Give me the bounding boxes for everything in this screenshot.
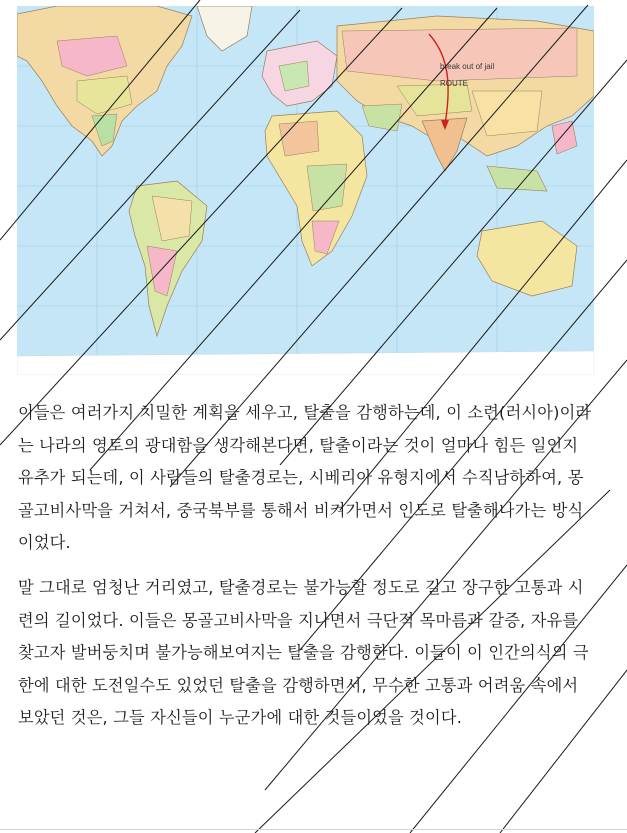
- route-label-line-1: break out of jail: [440, 62, 495, 71]
- bottom-divider: [0, 829, 627, 830]
- world-political-map-image: [17, 6, 594, 375]
- antarctica-shape: [17, 351, 594, 375]
- paragraph-escape-plan: 이들은 여러가지 치밀한 계획을 세우고, 탈출을 감행하는데, 이 소련(러시아)이라는 나라의 영토의 광대함을 생각해본다면, 탈출이라는 것이 얼마나 힘든 일인지 유추가 되는데, 이 사람들의 탈출경로는, 시베리아 유형지에서 수직남하하여, 몽골고비사막을 거쳐서, 중국북부를 통해서 비켜가면서 인도로 탈출해나가는 방식이었다.: [18, 403, 592, 553]
- article-body: [18, 397, 598, 747]
- greenland-shape: [197, 6, 252, 51]
- world-map: [17, 6, 594, 375]
- route-label-line-2: ROUTE: [440, 79, 468, 88]
- australia-shape: [477, 221, 577, 296]
- paragraph-escape-hardship: 말 그대로 엄청난 거리였고, 탈출경로는 불가능할 정도로 길고 장구한 고통과 시련의 길이었다. 이들은 몽골고비사막을 지나면서 극단적 목마름과 갈증, 자유를 찾고자 발버둥치며 불가능해보여지는 탈출을 감행한다. 이들이 이 인간의식의 극한에 대한 도전일수도 있었던 탈출을 감행하면서, 무수한 고통과 어려움 속에서 보았던 것은, 그들 자신들이 누군가에 대한 것들이었을 것이다.: [18, 577, 589, 728]
